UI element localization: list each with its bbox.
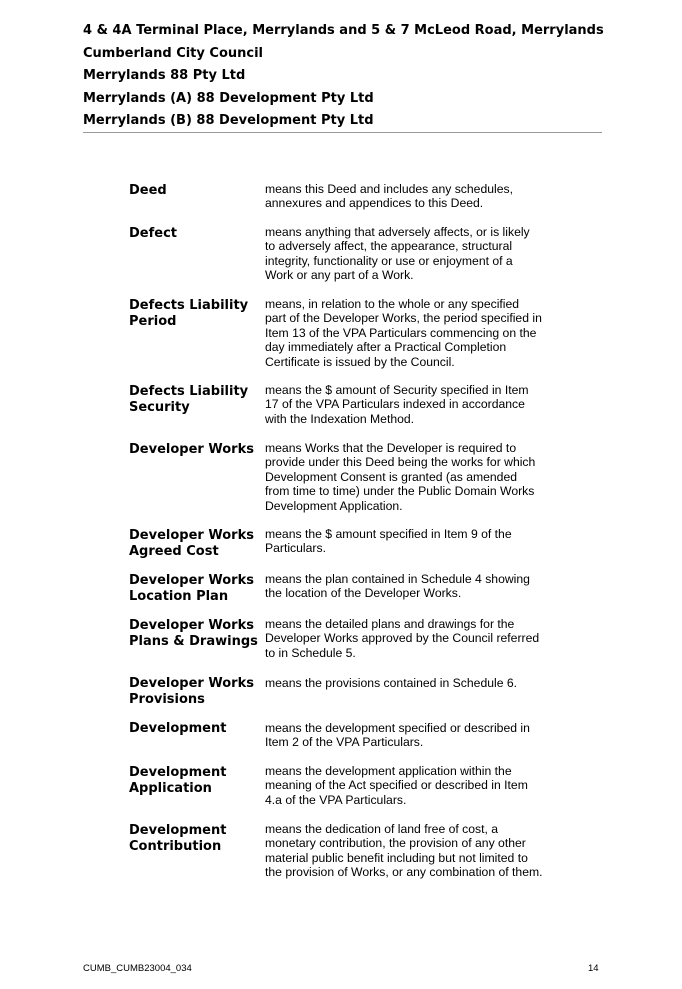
definition-term: Developer Works Provisions xyxy=(129,676,254,707)
definition-term: Developer Works Plans & Drawings xyxy=(129,618,258,649)
definition-meaning: means the provisions contained in Schedule 6. xyxy=(265,676,518,690)
definition-meaning: means the development specified or described in Item 2 of the VPA Particulars. xyxy=(265,721,530,750)
definition-term: Deed xyxy=(129,183,167,198)
definition-term: Developer Works xyxy=(129,442,254,457)
header-party-3: Merrylands (B) 88 Development Pty Ltd xyxy=(83,113,374,128)
definition-term: Defects Liability Period xyxy=(129,298,249,329)
document-header xyxy=(83,20,603,133)
footer-page-number: 14 xyxy=(588,963,599,974)
header-council: Cumberland City Council xyxy=(83,45,264,61)
definition-meaning: means anything that adversely affects, or is likely to adversely affect, the appearance, structural integrity, functionality or use or enjoyment of a Work or any part of a Work. xyxy=(265,225,530,283)
header-party-1: Merrylands 88 Pty Ltd xyxy=(83,68,246,83)
definition-meaning: means the detailed plans and drawings for the Developer Works approved by the Council referred to in Schedule 5. xyxy=(265,617,540,660)
header-property-address: 4 & 4A Terminal Place, Merrylands and 5 & 7 McLeod Road, Merrylands xyxy=(83,23,604,38)
definition-meaning: means this Deed and includes any schedules, annexures and appendices to this Deed. xyxy=(265,182,513,211)
header-party-2: Merrylands (A) 88 Development Pty Ltd xyxy=(83,90,374,106)
definition-meaning: means Works that the Developer is required to provide under this Deed being the works for which Development Consent is granted (as amended from time to time) under the Public Domain Works Development Application. xyxy=(265,441,536,513)
definition-meaning: means the $ amount specified in Item 9 of the Particulars. xyxy=(265,527,512,556)
definition-term: Developer Works Agreed Cost xyxy=(129,528,254,559)
definition-term: Development xyxy=(129,721,227,736)
definition-term: Defect xyxy=(129,226,178,241)
definition-meaning: means, in relation to the whole or any specified part of the Developer Works, the period specified in Item 13 of the VPA Particulars commencing on the day immediately after a Practical Completion Certificate is issued by the Council. xyxy=(265,297,542,369)
footer-document-code: CUMB_CUMB23004_034 xyxy=(83,963,192,974)
definition-term: Development Application xyxy=(129,765,227,796)
header-divider xyxy=(83,132,602,133)
definition-meaning: means the development application within the meaning of the Act specified or described in Item 4.a of the VPA Particulars. xyxy=(265,764,528,807)
definition-meaning: means the plan contained in Schedule 4 showing the location of the Developer Works. xyxy=(265,572,530,601)
definition-meaning: means the dedication of land free of cost, a monetary contribution, the provision of any other material public benefit including but not limited to the provision of Works, or any combination of them. xyxy=(265,822,543,880)
definition-term: Development Contribution xyxy=(129,823,227,854)
definition-meaning: means the $ amount of Security specified in Item 17 of the VPA Particulars indexed in accordance with the Indexation Method. xyxy=(265,383,529,426)
definition-term: Defects Liability Security xyxy=(129,384,249,415)
definition-term: Developer Works Location Plan xyxy=(129,573,254,604)
